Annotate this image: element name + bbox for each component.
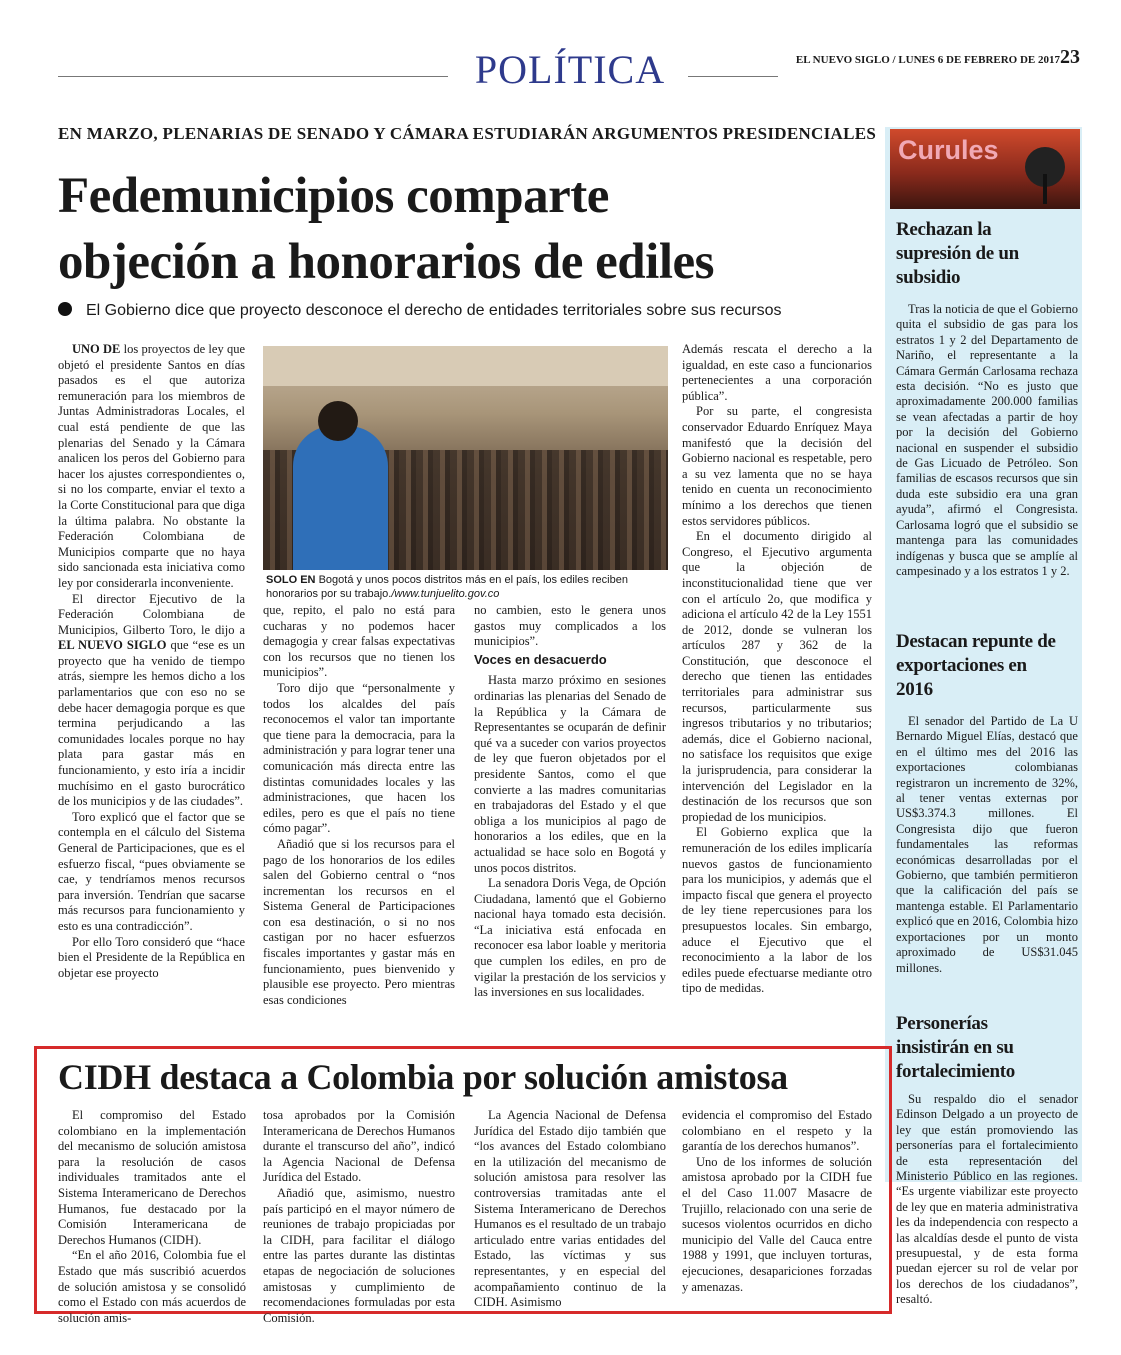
box-column-2: [263, 1108, 455, 1326]
paragraph: tosa aprobados por la Comisión Interamericana de Derechos Humanos durante el transcurso del año”, indicó la Agencia Nacional de Defensa Jurídica del Estado.: [263, 1108, 455, 1185]
caption-text: Bogotá y unos pocos distritos más en el país, los ediles reciben honorarios por su trabajo.: [266, 574, 628, 600]
paragraph: Uno de los informes de solución amistosa aprobado por la CIDH fue el del Caso 11.007 Masacre de Trujillo, relacionado con una serie de sucesos violentos ocurridos en dicho municipio del Valle del Cauca entre 1988 y 1991, que incluyen torturas, ejecuciones, desapariciones forzadas y amenazas.: [682, 1154, 872, 1294]
paragraph: Toro dijo que “personalmente y todos los alcaldes del país reconocemos el valor tan importante que tiene para la democracia, para la administración y para lograr tener una comunicación más directa entre las distintas comunidades locales y las administraciones, que hacen los ediles, pero es que el país no tiene cómo pagar”.: [263, 680, 455, 836]
article-column-2: [263, 603, 455, 1008]
paragraph: Tras la noticia de que el Gobierno quita el subsidio de gas para los estratos 1 y 2 del Departamento de Nariño, el representante a la Cámara Germán Carlosama rechaza esta decisión. “No es justo que aproximadamente 200.000 familias se vean afectadas a partir de hoy por la decisión del Gobierno nacional en suspender el subsidio de Gas Licuado de Petróleo. Son familias de escasos recursos que sin duda este subsidio era una gran ayuda”, afirmó el Congresista. Carlosama logró que el subsidio se mantenga para las comunidades indígenas y busca que se amplíe al campesinado y a los estratos 1 y 2.: [896, 302, 1078, 578]
header-rule-left: [58, 76, 448, 77]
photo-caption: [266, 573, 666, 601]
box-column-1: [58, 1108, 246, 1326]
bullet-icon: [58, 302, 72, 316]
microphone-stand-icon: [1043, 174, 1047, 204]
article-column-4: [682, 342, 872, 997]
sidebar-text-3: [896, 1092, 1078, 1308]
paragraph: La senadora Doris Vega, de Opción Ciudadana, lamentó que el Gobierno nacional haya tomado esta decisión. “La iniciativa está enfocada en reconocer esa labor loable y meritoria que cumplen los ediles, en pro de vigilar la prestación de los servicios y las inversiones en sus localidades.: [474, 876, 666, 1000]
article-headline: [58, 163, 878, 295]
curules-label: Curules: [898, 135, 999, 165]
paragraph: Añadió que, asimismo, nuestro país participó en el mayor número de reuniones de trabajo propiciadas por la CIDH, para facilitar el diálogo entre las partes durante las distintas etapas de negociación de soluciones amistosas y cumplimiento de recomendaciones formuladas por esta Comisión.: [263, 1185, 455, 1325]
page-number: 23: [1060, 46, 1080, 68]
paragraph: La Agencia Nacional de Defensa Jurídica del Estado dijo también que “los avances del Estado colombiano en la utilización del mecanismo de solución amistosa para resolver las controversias tramitadas ante el Sistema Interamericano de Derechos Humanos es el resultado de un trabajo articulado entre varias entidades del Estado, las víctimas y sus representantes, y en especial del acompañamiento continuo de la CIDH. Asimismo: [474, 1108, 666, 1310]
header-rule-right: [688, 76, 778, 77]
photo-speaker-head: [318, 401, 358, 441]
box-headline: CIDH destaca a Colombia por solución amistosa: [58, 1057, 788, 1097]
paragraph: que, repito, el palo no está para cucharas y no podemos hacer demagogia y crear falsas expectativas con los recursos que no tienen los municipios”.: [263, 603, 455, 680]
box-column-3: [474, 1108, 666, 1311]
masthead: EL NUEVO SIGLO / LUNES 6 DE FEBRERO DE 2017: [795, 54, 1060, 66]
lead-in: UNO DE: [72, 342, 121, 356]
article-column-3: [474, 603, 666, 1001]
deck-text: El Gobierno dice que proyecto desconoce el derecho de entidades territoriales sobre sus recursos: [86, 302, 782, 319]
curules-banner: [890, 129, 1080, 209]
caption-lead: SOLO EN: [266, 574, 316, 586]
article-kicker: EN MARZO, PLENARIAS DE SENADO Y CÁMARA ESTUDIARÁN ARGUMENTOS PRESIDENCIALES: [58, 124, 877, 143]
paragraph: El compromiso del Estado colombiano en la implementación del mecanismo de solución amistosa para la resolución de casos individuales tramitados ante el Sistema Interamericano de Derechos Humanos, fue destacado por la Comisión Interamericana de Derechos Humanos (CIDH).: [58, 1108, 246, 1247]
paragraph: Por su parte, el congresista conservador Eduardo Enríquez Maya manifestó que la decisión del Gobierno nacional es respetable, pero a su vez lamenta que no se haya tenido en cuenta un reconocimiento mínimo a los derechos que tienen estos servidores públicos.: [682, 404, 872, 528]
sidebar-heading-2: Destacan repunte de exportaciones en 2016: [896, 631, 1056, 700]
article-photo: [263, 346, 668, 570]
paragraph: El Gobierno explica que la remuneración de los ediles implicaría nuevos gastos de funcionamiento para los municipios, y además que el impacto fiscal que genera el proyecto de ley tiene repercusiones para los presupuestos locales. Sin embargo, aduce el Ejecutivo que el reconocimiento a la labor de los ediles puede efectuarse mediante otro tipo de medidas.: [682, 825, 872, 996]
section-title: POLÍTICA: [474, 47, 666, 92]
paragraph: “En el año 2016, Colombia fue el Estado que más suscribió acuerdos de solución amistosa y se consolidó como el Estado con más acuerdos de solución amis-: [58, 1248, 246, 1325]
paragraph: evidencia el compromiso del Estado colombiano en el respeto y la garantía de los derechos humanos”.: [682, 1108, 872, 1154]
paragraph: no cambien, esto le genera unos gastos muy complicados a los municipios”.: [474, 603, 666, 649]
article-column-1: [58, 342, 245, 981]
paper-name: EL NUEVO SIGLO: [58, 638, 167, 653]
headline-line-1: Fedemunicipios comparte: [58, 168, 609, 224]
article-deck: [58, 302, 878, 320]
photo-speaker: [293, 426, 388, 570]
paragraph: El senador del Partido de La U Bernardo Miguel Elías, destacó que en el último mes del 2016 las exportaciones colombianas registraron un incremento de 32%, al tener ventas externas por US$3.374.3 millones. El Congresista dijo que fueron fundamentales las reformas económicas desarrolladas por el Gobierno, que también permitieron que la calificación del país se mantenga estable. El Parlamentario explicó que en 2016, Colombia hizo exportaciones por un monto aproximado de US$31.045 millones.: [896, 714, 1078, 975]
paragraph: Por ello Toro consideró que “hace bien el Presidente de la República en objetar ese proyecto: [58, 934, 245, 980]
paragraph: que “ese es un proyecto que ha venido de tiempo atrás, siempre les hemos dicho a los parlamentarios que con eso no se debe hacer demagogia porque es que termina perjudicando a las comunidades locales porque no hay plata para gastar más en funcionamiento, y esto iría a incidir muchísimo en el gasto burocrático de los municipios y de las ciudades”.: [58, 638, 245, 809]
photo-curtain: [263, 346, 668, 386]
paragraph: Toro explicó que el factor que se contempla en el cálculo del Sistema General de Participaciones, que es el esfuerzo fiscal, “pues obviamente se cae, y tendríamos menos recursos para inversión. Tendrían que sacarse más recursos para funcionamiento y esto es una contradicción”.: [58, 809, 245, 933]
paragraph: El director Ejecutivo de la Federación Colombiana de Municipios, Gilberto Toro, le dijo a: [58, 591, 245, 637]
paragraph: En el documento dirigido al Congreso, el Ejecutivo argumenta que la objeción de inconstitucionalidad tiene que ver con el artículo 2o, que modifica y adiciona el artículo 42 de la Ley 1551 de 2012, donde se vulneran los artículos 287 y 362 de la Constitución, que desconoce el derecho que tienen las entidades territoriales para administrar sus recursos, particularmente sus ingresos tributarios y no tributarios; además, dice el Gobierno nacional, no satisface los requisitos que exige la jurisprudencia, para considerar la intervención del Legislador en la destinación de los recursos que son propiedad de los municipios.: [682, 529, 872, 824]
headline-line-2: objeción a honorarios de ediles: [58, 234, 714, 290]
sidebar-heading-3: Personerías insistirán en su fortalecimiento: [896, 1013, 1015, 1082]
caption-credit: /www.tunjuelito.gov.co: [391, 588, 500, 600]
box-column-4: [682, 1108, 872, 1295]
sidebar-text-2: [896, 714, 1078, 976]
paragraph: Hasta marzo próximo en sesiones ordinarias las plenarias del Senado de la República y la Cámara de Representantes se ocuparán de definir qué va a suceder con varios proyectos de ley que fueron objetados por el presidente Santos, como el que convierte a las madres comunitarias en trabajadoras del Estado y el que obliga a los municipios al pago de honorarios a los ediles, que en la actualidad se hace solo en Bogotá y unos pocos distritos.: [474, 673, 666, 875]
paragraph: Añadió que si los recursos para el pago de los honorarios de los ediles salen del Gobierno central o “nos incrementan los recursos en el Sistema General de Participaciones con esa destinación, o si no nos castigan por no hacer esfuerzos fiscales importantes y gastar más en funcionamiento, pues bienvenido y plausible ese proyecto. Pero mientras esas condiciones: [263, 836, 455, 1007]
sidebar-heading-1: Rechazan la supresión de un subsidio: [896, 219, 1019, 288]
paragraph: Su respaldo dio el senador Edinson Delgado a un proyecto de ley que están promoviendo las personerías para el fortalecimiento de esta representación del Ministerio Público en las regiones. “Es urgente viabilizar este proyecto de ley que en materia administrativa les da independencia con respecto a las alcaldías desde el punto de vista presupuestal, y de esta forma puedan ejercer su rol de velar por los derechos de los ciudadanos”, resaltó.: [896, 1092, 1078, 1307]
paragraph: los proyectos de ley que objetó el presidente Santos en días pasados es el que autoriza remuneración para los miembros de Juntas Administradoras Locales, el cual está pendiente de que las plenarias del Senado y la Cámara analicen los peros del Gobierno para hacer los ajustes correspondientes o, si no los comparte, enviar el texto a la Corte Constitucional para que diga la última palabra. No obstante la Federación Colombiana de Municipios comparte que no haya sido sancionada esta iniciativa como ley por considerarla inconveniente.: [58, 342, 245, 590]
paragraph: Además rescata el derecho a la igualdad, en este caso a funcionarios pertenecientes a una corporación pública”.: [682, 342, 872, 403]
subhead: Voces en desacuerdo: [474, 651, 607, 667]
sidebar-text-1: [896, 302, 1078, 579]
